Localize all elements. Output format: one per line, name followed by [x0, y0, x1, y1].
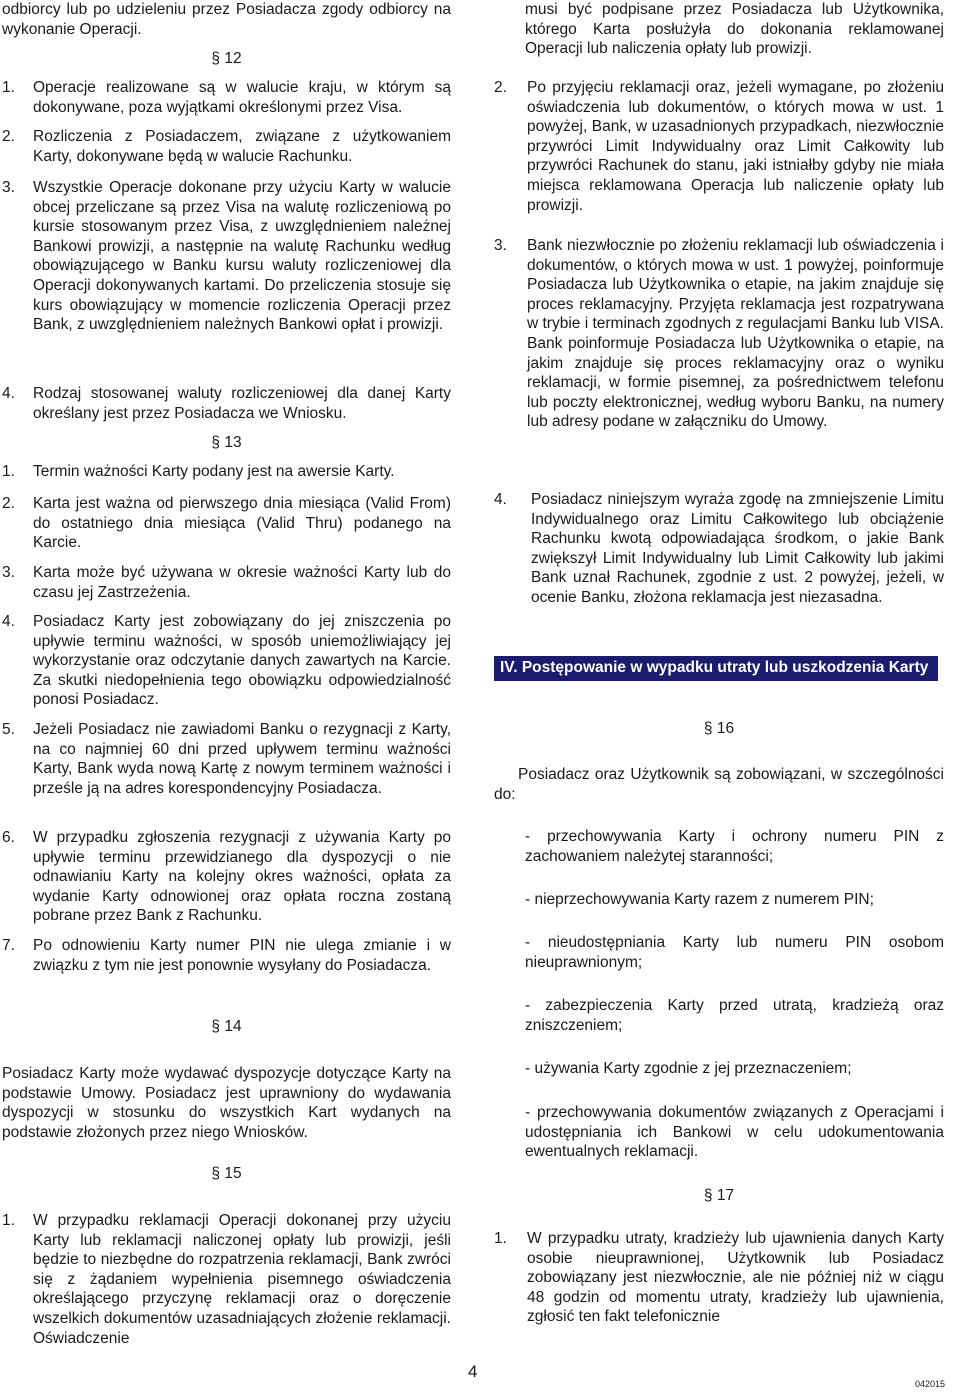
item-text: Wszystkie Operacje dokonane przy użyciu Karty w walucie obcej przeliczane są przez Visa na walutę rozliczeniową po kursie stosowanym przez Visa, z uwzględnieniem należnej Bankowi prowizji, a następnie na walutę Rachunku według obowiązującego w Banku kursu waluty rozliczeniowej dla Operacji dokonywanych kartami. Do przeliczenia stosuje się kurs obowiązujący w momencie rozliczenia Operacji przez Bank, z uwzględnieniem należnych Bankowi opłat i prowizji.	[33, 179, 451, 334]
item-number: 3.	[2, 179, 15, 196]
item-number: 3.	[494, 237, 507, 254]
s13-item-3	[2, 563, 451, 602]
s12-item-2	[2, 127, 451, 166]
item-text: Termin ważności Karty podany jest na awersie Karty.	[33, 463, 395, 480]
duty-item: - przechowywania dokumentów związanych z Operacjami i udostępniania ich Bankowi w celu udokumentowania ewentualnych reklamacji.	[525, 1104, 944, 1161]
item-number: 1.	[2, 1212, 15, 1229]
item-text: W przypadku reklamacji Operacji dokonanej przy użyciu Karty lub reklamacji naliczonej opłaty lub prowizji, jeśli będzie to niezbędne do rozpatrzenia reklamacji, Bank zwróci się z żądaniem wypełnienia pisemnego oświadczenia określającego przyczynę reklamacji oraz o doręczenie wszelkich dokumentów uzasadniających złożenie reklamacji. Oświadczenie	[33, 1212, 451, 1347]
duty-item: - przechowywania Karty i ochrony numeru PIN z zachowaniem należytej staranności;	[525, 828, 944, 865]
section-15-heading: § 15	[211, 1165, 242, 1182]
duty-item: - nieudostępniania Karty lub numeru PIN osobom nieuprawnionym;	[525, 934, 944, 971]
s12-item-3	[2, 178, 451, 335]
item-number: 1.	[494, 1230, 507, 1247]
section-12-heading: § 12	[211, 50, 242, 67]
s13-item-7	[2, 936, 451, 975]
continuation-paragraph: odbiorcy lub po udzieleniu przez Posiadacza zgody odbiorcy na wykonanie Operacji.	[2, 1, 451, 38]
item-text: Po przyjęciu reklamacji oraz, jeżeli wymagane, po złożeniu oświadczenia lub dokumentów, o których mowa w ust. 1 powyżej, Bank, w uzasadnionych przypadkach, niezwłocznie przywróci Limit Indywidualny oraz Limit Całkowity lub przywróci Rachunek do stanu, jaki istniałby gdyby nie miała miejsca reklamowana Operacja lub naliczenie opłaty lub prowizji.	[527, 79, 944, 214]
item-text: Karta może być używana w okresie ważności Karty lub do czasu jej Zastrzeżenia.	[33, 564, 451, 601]
item-text: Karta jest ważna od pierwszego dnia miesiąca (Valid From) do ostatniego dnia miesiąca (Valid Thru) podanego na Karcie.	[33, 495, 451, 552]
duty-item: - nieprzechowywania Karty razem z numerem PIN;	[525, 891, 874, 908]
item-number: 2.	[2, 495, 15, 512]
s15-item-4	[494, 490, 944, 608]
s13-item-4	[2, 612, 451, 710]
section-16-heading: § 16	[703, 720, 735, 737]
document-code: 042015	[915, 1379, 946, 1389]
s15-item-3	[494, 236, 944, 432]
duty-item: - używania Karty zgodnie z jej przeznaczeniem;	[525, 1060, 852, 1077]
item-text: Rodzaj stosowanej waluty rozliczeniowej dla danej Karty określany jest przez Posiadacza we Wniosku.	[33, 385, 451, 422]
s13-item-2	[2, 494, 451, 553]
continuation-paragraph: musi być podpisane przez Posiadacza lub Użytkownika, którego Karta posłużyła do dokonania reklamowanej Operacji lub naliczenia opłaty lub prowizji.	[525, 1, 944, 58]
item-number: 3.	[2, 564, 15, 581]
s13-item-6	[2, 828, 451, 926]
s17-item-1	[494, 1229, 944, 1327]
item-text: W przypadku utraty, kradzieży lub ujawnienia danych Karty osobie nieuprawnionej, Użytkownik lub Posiadacz zobowiązany jest niezwłocznie, ale nie później niż w ciągu 48 godzin od momentu utraty, kradzieży lub ujawnienia, zgłosić ten fakt telefonicznie	[527, 1230, 944, 1326]
item-text: Po odnowieniu Karty numer PIN nie ulega zmianie i w związku z tym nie jest ponownie wysyłany do Posiadacza.	[33, 937, 451, 974]
item-text: Jeżeli Posiadacz nie zawiadomi Banku o rezygnacji z Karty, na co najmniej 60 dni przed upływem terminu ważności Karty, Bank wyda nową Kartę z nowym terminem ważności i prześle ją na adres korespondencyjny Posiadacza.	[33, 721, 451, 797]
item-number: 7.	[2, 937, 15, 954]
item-text: Posiadacz Karty jest zobowiązany do jej zniszczenia po upływie terminu ważności, w sposób uniemożliwiający jej wykorzystanie oraz odczytanie danych zawartych na Karcie. Za skutki niedopełnienia tego obowiązku odpowiedzialność ponosi Posiadacz.	[33, 613, 451, 709]
item-number: 4.	[2, 613, 15, 630]
item-text: Rozliczenia z Posiadaczem, związane z użytkowaniem Karty, dokonywane będą w walucie Rachunku.	[33, 128, 451, 165]
section-17-heading: § 17	[703, 1187, 735, 1204]
item-text: Bank niezwłocznie po złożeniu reklamacji lub oświadczenia i dokumentów, o których mowa w ust. 1 powyżej, poinformuje Posiadacza lub Użytkownika o etapie, na jakim znajduje się proces reklamacyjny. Przyjęta reklamacja jest rozpatrywana w trybie i terminach zgodnych z regulacjami Banku lub VISA. Bank poinformuje Posiadacza lub Użytkownika o etapie, na jakim znajduje się proces reklamacyjny oraz o wyniku reklamacji, w formie pisemnej, za pośrednictwem telefonu lub poczty elektronicznej, według wyboru Banku, na numery lub adresy podane w załączniku do Umowy.	[527, 237, 944, 431]
s13-item-5	[2, 720, 451, 798]
section-iv-header: IV. Postępowanie w wypadku utraty lub uszkodzenia Karty	[494, 656, 938, 681]
s12-item-4	[2, 384, 451, 423]
s12-item-1	[2, 78, 451, 117]
s15-item-1	[2, 1211, 451, 1348]
item-number: 1.	[2, 463, 15, 480]
page-number: 4	[468, 1362, 478, 1381]
item-number: 1.	[2, 79, 15, 96]
item-text: Operacje realizowane są w walucie kraju, w którym są dokonywane, poza wyjątkami określonymi przez Visa.	[33, 79, 451, 116]
item-number: 2.	[2, 128, 15, 145]
section-13-heading: § 13	[211, 434, 242, 451]
s13-item-1	[2, 462, 451, 482]
item-number: 4.	[494, 491, 507, 508]
item-number: 4.	[2, 385, 15, 402]
section-14-paragraph: Posiadacz Karty może wydawać dyspozycje dotyczące Karty na podstawie Umowy. Posiadacz jest uprawniony do wydawania dyspozycji w stosunku do wszystkich Kart wydanych na podstawie złożonych przez niego Wniosków.	[2, 1065, 451, 1141]
item-text: Posiadacz niniejszym wyraża zgodę na zmniejszenie Limitu Indywidualnego oraz Limitu Całkowitego lub obciążenie Rachunku kwotą odpowiadająca środkom, o jakie Bank zwiększył Limit Indywidualny lub Limit Całkowity lub jakimi Bank uznał Rachunek, zgodnie z ust. 2 powyżej, jeżeli, w ocenie Banku, złożona reklamacja jest niezasadna.	[531, 491, 944, 606]
section-14-heading: § 14	[211, 1018, 242, 1035]
section-16-intro: Posiadacz oraz Użytkownik są zobowiązani, w szczególności do:	[494, 766, 944, 803]
s15-item-2	[494, 78, 944, 215]
item-number: 6.	[2, 829, 15, 846]
item-number: 5.	[2, 721, 15, 738]
item-number: 2.	[494, 79, 507, 96]
item-text: W przypadku zgłoszenia rezygnacji z używania Karty po upływie terminu przewidzianego dla dyspozycji o nie odnawianiu Karty na kolejny okres ważności, opłata za wydanie Karty odnowionej oraz opłata roczna zostaną pobrane przez Bank z Rachunku.	[33, 829, 451, 925]
duty-item: - zabezpieczenia Karty przed utratą, kradzieżą oraz zniszczeniem;	[525, 997, 944, 1034]
